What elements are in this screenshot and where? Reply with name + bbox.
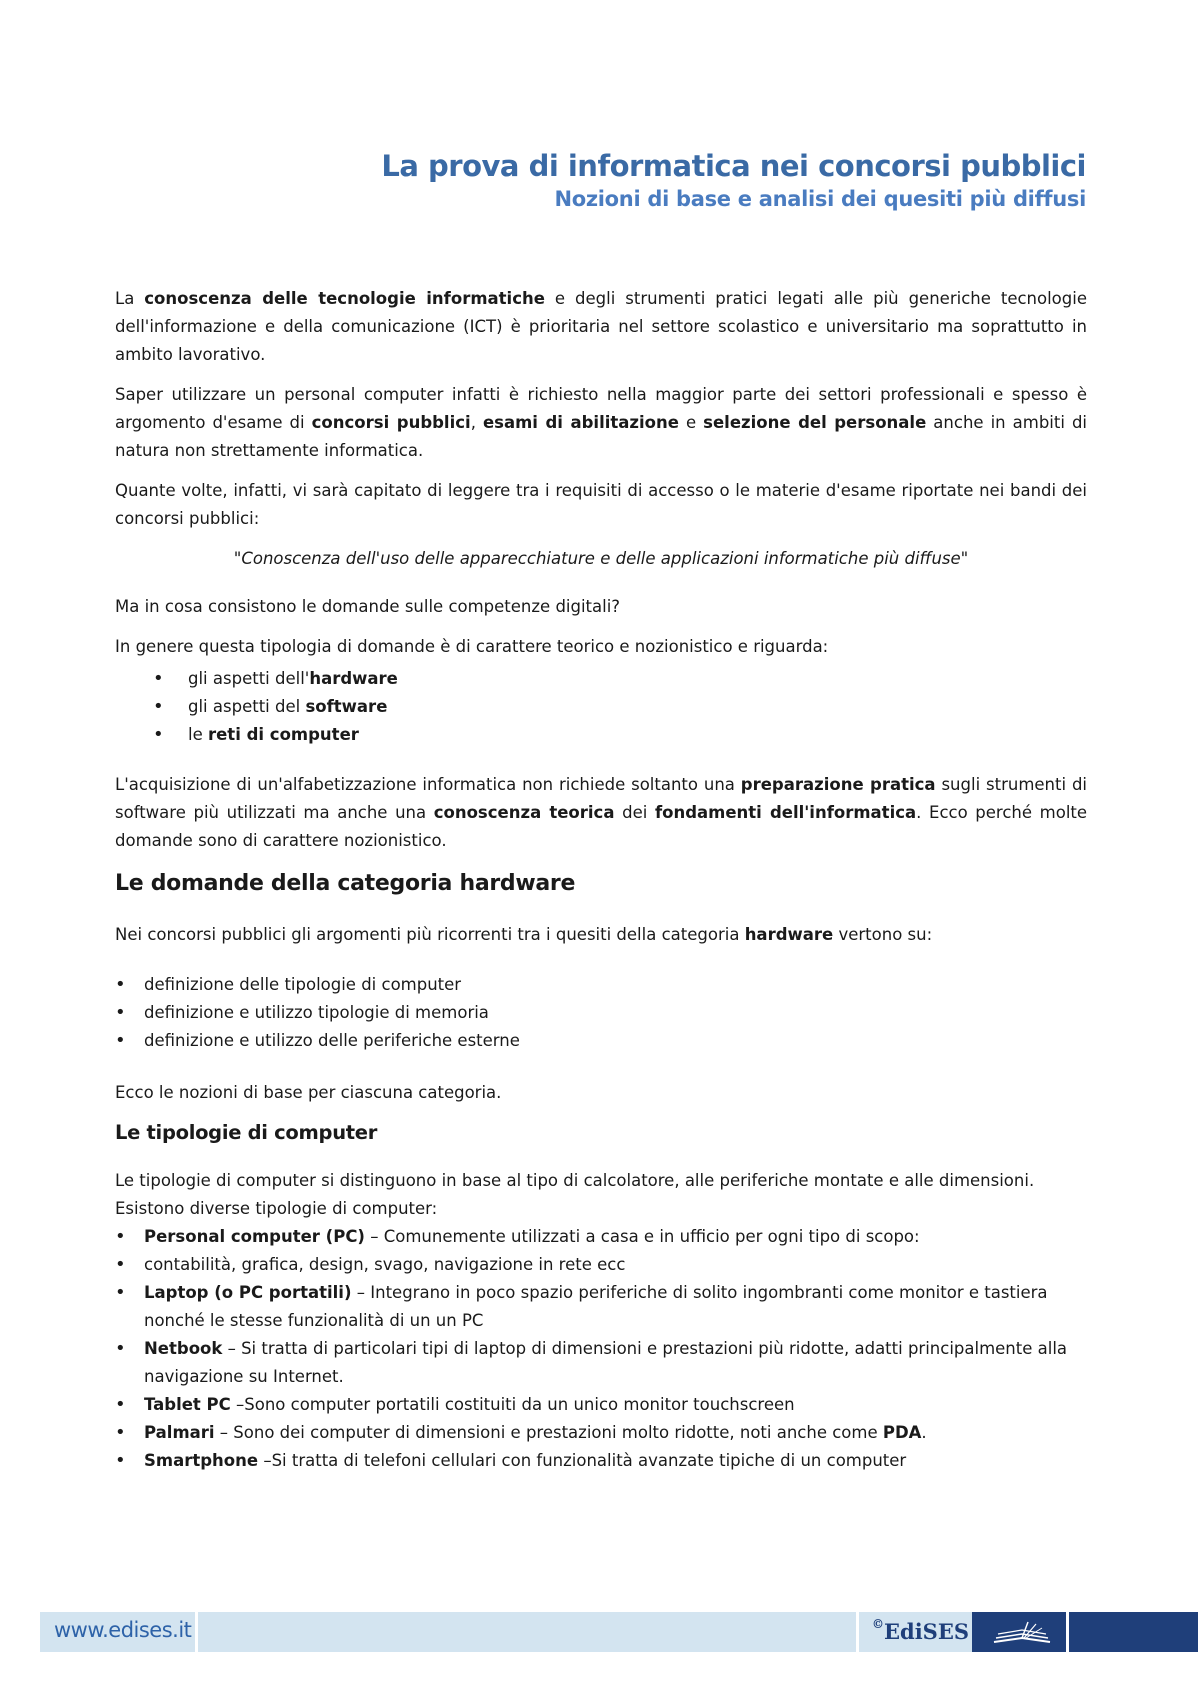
list-item: • definizione e utilizzo tipologie di memoria: [115, 999, 1087, 1027]
document-header: [381, 148, 1086, 213]
section-heading-computer-types: Le tipologie di computer: [115, 1121, 378, 1144]
website-link[interactable]: www.edises.it: [54, 1618, 192, 1642]
edises-logo: ©EdiSES: [872, 1617, 970, 1644]
hardware-topics-list: [115, 971, 1087, 1055]
types-intro-paragraph: Le tipologie di computer si distinguono in base al tipo di calcolatore, alle periferiche montate e alle dimensioni.: [115, 1171, 1035, 1190]
usage-paragraph: Saper utilizzare un personal computer infatti è richiesto nella maggior parte dei settori professionali e spesso è argomento d'esame di concorsi pubblici, esami di abilitazione e selezione del personale anche in ambiti di natura non strettamente informatica.: [115, 385, 1088, 460]
list-item: • Smartphone –Si tratta di telefoni cellulari con funzionalità avanzate tipiche di un computer: [115, 1447, 1087, 1475]
intro-paragraph: La conoscenza delle tecnologie informatiche e degli strumenti pratici legati alle più generiche tecnologie dell'informazione e della comunicazione (ICT) è prioritaria nel settore scolastico e universitario ma soprattutto in ambito lavorativo.: [115, 289, 1087, 364]
literacy-paragraph: L'acquisizione di un'alfabetizzazione informatica non richiede soltanto una preparazione pratica sugli strumenti di software più utilizzati ma anche una conoscenza teorica dei fondamenti dell'informatica. Ecco perché molte domande sono di carattere nozionistico.: [115, 775, 1088, 850]
list-item: • gli aspetti del software: [115, 693, 1087, 721]
footer-dark-bar: [1069, 1612, 1198, 1652]
book-icon: [988, 1616, 1058, 1648]
computer-types-list: [115, 1223, 1087, 1475]
list-item: • Netbook – Si tratta di particolari tipi di laptop di dimensioni e prestazioni più ridotte, adatti principalmente alla navigazione su Internet.: [115, 1335, 1087, 1391]
list-item: • le reti di computer: [115, 721, 1087, 749]
hardware-intro-paragraph: Nei concorsi pubblici gli argomenti più ricorrenti tra i quesiti della categoria hardware vertono su:: [115, 925, 933, 944]
requirement-quote: "Conoscenza dell'uso delle apparecchiature e delle applicazioni informatiche più diffuse": [233, 549, 969, 568]
document-title: La prova di informatica nei concorsi pubblici: [381, 149, 1086, 183]
list-item: • Laptop (o PC portatili) – Integrano in poco spazio periferiche di solito ingombranti come monitor e tastiera nonché le stesse funzionalità di un un PC: [115, 1279, 1087, 1335]
list-item: • contabilità, grafica, design, svago, navigazione in rete ecc: [115, 1251, 1087, 1279]
list-item: • definizione e utilizzo delle periferiche esterne: [115, 1027, 1087, 1055]
document-subtitle: Nozioni di base e analisi dei quesiti più diffusi: [554, 187, 1086, 211]
topics-intro-paragraph: In genere questa tipologia di domande è di carattere teorico e nozionistico e riguarda:: [115, 637, 829, 656]
types-lead-paragraph: Esistono diverse tipologie di computer:: [115, 1199, 438, 1218]
basics-paragraph: Ecco le nozioni di base per ciascuna categoria.: [115, 1083, 502, 1102]
footer-divider: [856, 1612, 859, 1652]
section-heading-hardware: Le domande della categoria hardware: [115, 871, 576, 896]
list-item: • Personal computer (PC) – Comunemente utilizzati a casa e in ufficio per ogni tipo di scopo:: [115, 1223, 1087, 1251]
list-item: • gli aspetti dell'hardware: [115, 665, 1087, 693]
document-body: [115, 285, 1087, 1475]
list-item: • Tablet PC –Sono computer portatili costituiti da un unico monitor touchscreen: [115, 1391, 1087, 1419]
list-item: • definizione delle tipologie di computer: [115, 971, 1087, 999]
list-item: • Palmari – Sono dei computer di dimensioni e prestazioni molto ridotte, noti anche come PDA.: [115, 1419, 1087, 1447]
requirements-paragraph: Quante volte, infatti, vi sarà capitato di leggere tra i requisiti di accesso o le materie d'esame riportate nei bandi dei concorsi pubblici:: [115, 481, 1087, 528]
footer-divider: [195, 1612, 198, 1652]
aspects-list: [115, 665, 1087, 749]
page-footer: [40, 1612, 1200, 1652]
question-paragraph: Ma in cosa consistono le domande sulle competenze digitali?: [115, 597, 621, 616]
